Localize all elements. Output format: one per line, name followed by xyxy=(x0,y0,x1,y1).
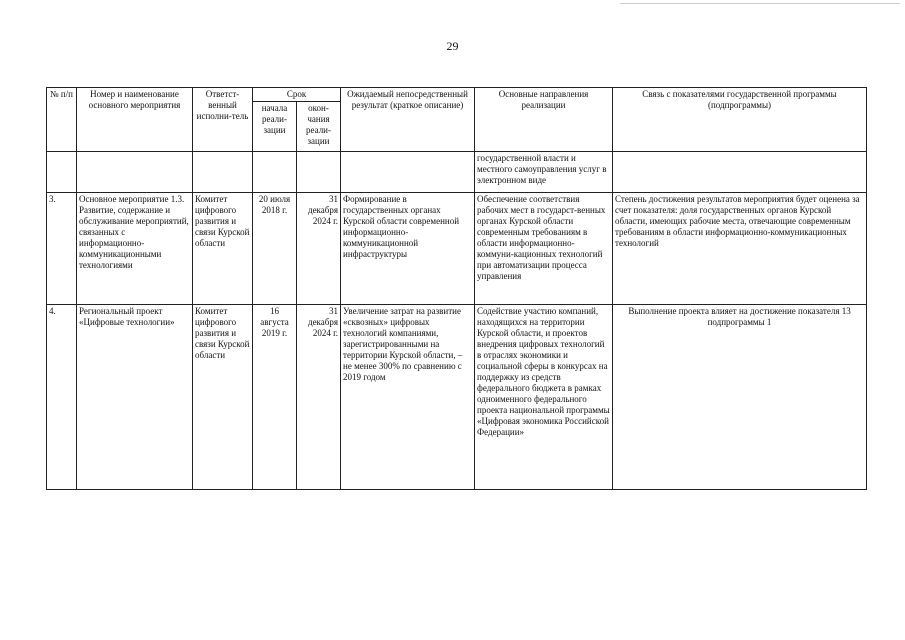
header-link: Связь с показателями государственной программы (подпрограммы) xyxy=(613,88,867,152)
cell-exec: Комитет цифрового развития и связи Курской области xyxy=(193,193,253,305)
cell-name: Региональный проект «Цифровые технологии» xyxy=(77,305,193,490)
cell-empty xyxy=(193,152,253,193)
header-directions: Основные направления реализации xyxy=(475,88,613,152)
table-row-continuation xyxy=(47,152,867,193)
cell-start: 16 августа 2019 г. xyxy=(253,305,297,490)
header-term: Срок xyxy=(253,88,341,102)
page-number: 29 xyxy=(446,39,459,53)
cell-exec: Комитет цифрового развития и связи Курской области xyxy=(193,305,253,490)
cell-link: Степень достижения результатов мероприятия будет оценена за счет показателя: доля государственных органов Курской области, имеющих рабочие места, отвечающие современным требованиям в области информационно-коммуникационных технологий xyxy=(613,193,867,305)
cell-result: Формирование в государственных органах Курской области современной информационно-коммуникационной инфраструктуры xyxy=(341,193,475,305)
cell-empty xyxy=(47,152,77,193)
cell-empty xyxy=(341,152,475,193)
cell-name: Основное мероприятие 1.3. Развитие, содержание и обслуживание мероприятий, связанных с информационно-коммуникационными технологиями xyxy=(77,193,193,305)
cell-empty xyxy=(613,152,867,193)
table-row xyxy=(47,193,867,305)
cell-num: 4. xyxy=(47,305,77,490)
cell-directions: Обеспечение соответствия рабочих мест в государст-венных органах Курской области современным требованиям в области информационно-коммуни-кационных технологий при автоматизации процесса управления xyxy=(475,193,613,305)
activities-table xyxy=(46,87,867,490)
header-num: № п/п xyxy=(47,88,77,152)
cell-end: 31 декабря 2024 г. xyxy=(297,193,341,305)
cell-link: Выполнение проекта влияет на достижение показателя 13 подпрограммы 1 xyxy=(613,305,867,490)
cell-directions: государственной власти и местного самоуправления услуг в электронном виде xyxy=(475,152,613,193)
header-exec: Ответст-венный исполни-тель xyxy=(193,88,253,152)
cell-num: 3. xyxy=(47,193,77,305)
cell-empty xyxy=(297,152,341,193)
cell-empty xyxy=(253,152,297,193)
cell-result: Увеличение затрат на развитие «сквозных» цифровых технологий компаниями, зарегистрированными на территории Курской области, – не менее 300% по сравнению с 2019 годом xyxy=(341,305,475,490)
header-start: начала реали-зации xyxy=(253,102,297,152)
table-row xyxy=(47,305,867,490)
cell-directions: Содействие участию компаний, находящихся на территории Курской области, и проектов внедрения цифровых технологий в отраслях экономики и социальной сферы в конкурсах на поддержку из средств федерального бюджета в рамках одноименного федерального проекта национальной программы «Цифровая экономика Российской Федерации» xyxy=(475,305,613,490)
header-result: Ожидаемый непосредственный результат (краткое описание) xyxy=(341,88,475,152)
cell-end: 31 декабря 2024 г. xyxy=(297,305,341,490)
table-header-row xyxy=(47,88,867,102)
header-end: окон-чания реали-зации xyxy=(297,102,341,152)
cell-empty xyxy=(77,152,193,193)
cell-start: 20 июля 2018 г. xyxy=(253,193,297,305)
header-name: Номер и наименование основного мероприятия xyxy=(77,88,193,152)
